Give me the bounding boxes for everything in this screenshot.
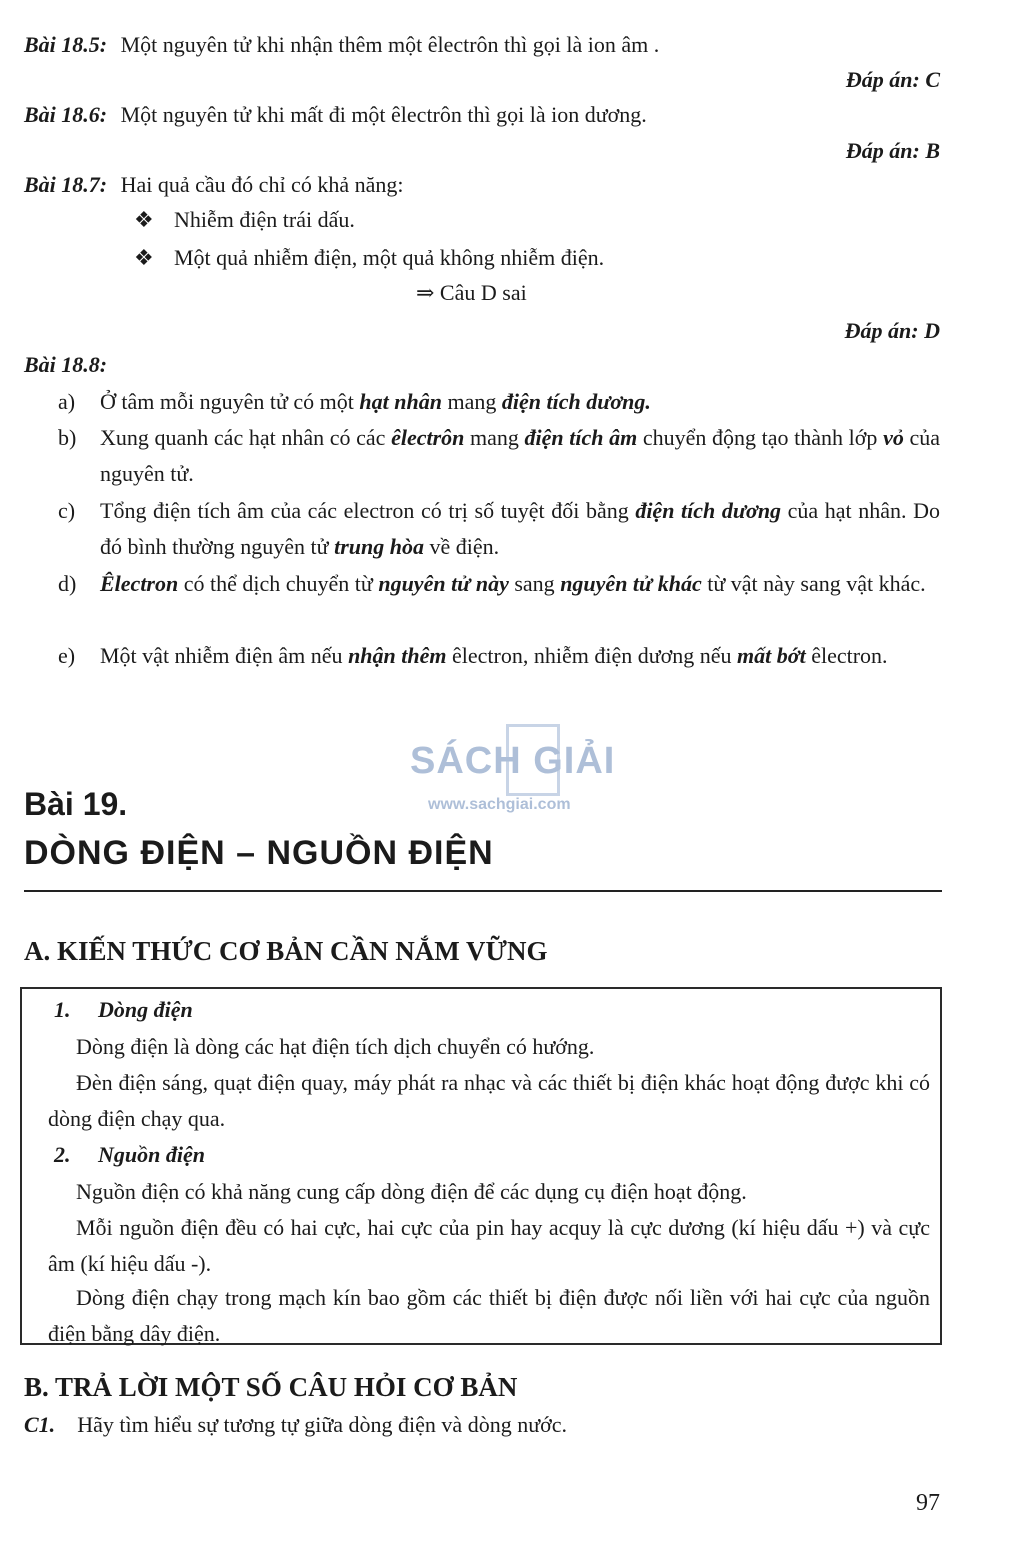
conclusion: ⇒ Câu D sai: [416, 280, 527, 305]
item-letter: a): [58, 389, 76, 414]
item-letter: c): [58, 498, 76, 523]
paragraph: Đèn điện sáng, quạt điện quay, máy phát ra nhạc và các thiết bị điện khác hoạt động được khi có dòng điện chạy qua.: [48, 1070, 930, 1131]
answer-18-5: Đáp án: C: [845, 67, 940, 92]
question-c1: [24, 1410, 567, 1440]
exercise-label: Bài 18.6:: [24, 102, 108, 127]
question-text: Hãy tìm hiểu sự tương tự giữa dòng điện và dòng nước.: [77, 1412, 568, 1437]
item-letter: d): [58, 571, 77, 596]
item-b-text: Xung quanh các hạt nhân có các êlectrôn mang điện tích âm chuyển động tạo thành lớp vỏ của nguyên tử.: [100, 425, 940, 486]
paragraph: Dòng điện chạy trong mạch kín bao gồm các thiết bị điện được nối liền với hai cực của nguồn điện bằng dây điện.: [48, 1285, 930, 1346]
answer-18-7: Đáp án: D: [844, 318, 940, 343]
watermark-url: www.sachgiai.com: [428, 796, 571, 813]
paragraph: Mỗi nguồn điện đều có hai cực, hai cực của pin hay acquy là cực dương (kí hiệu dấu +) và cực âm (kí hiệu dấu -).: [48, 1215, 930, 1276]
exercise-18-8: [24, 350, 115, 380]
paragraph: Dòng điện là dòng các hạt điện tích dịch chuyển có hướng.: [76, 1034, 595, 1059]
bullet-icon: ❖: [134, 207, 154, 232]
exercise-label: Bài 18.8:: [24, 352, 108, 377]
question-label: C1.: [24, 1412, 56, 1437]
title-divider: [24, 890, 942, 892]
bullet-item: [134, 205, 355, 235]
item-e-text: Một vật nhiễm điện âm nếu nhận thêm êlectron, nhiễm điện dương nếu mất bớt êlectron.: [100, 643, 888, 668]
section-a-heading: A. KIẾN THỨC CƠ BẢN CẦN NẮM VỮNG: [24, 936, 548, 966]
subheading-1: 1. Dòng điện: [54, 997, 193, 1022]
item-d-text: Êlectron có thể dịch chuyển từ nguyên tử này sang nguyên tử khác từ vật này sang vật khác.: [100, 571, 926, 596]
exercise-18-5: [24, 30, 659, 60]
page-number: 97: [916, 1490, 940, 1516]
paragraph: Nguồn điện có khả năng cung cấp dòng điện để các dụng cụ điện hoạt động.: [76, 1179, 747, 1204]
answer-18-6: Đáp án: B: [845, 138, 940, 163]
bullet-icon: ❖: [134, 245, 154, 270]
subheading-2: 2. Nguồn điện: [54, 1142, 205, 1167]
exercise-18-7: [24, 170, 403, 200]
bullet-text: Nhiễm điện trái dấu.: [174, 207, 355, 232]
watermark-logo: [410, 722, 620, 822]
watermark-brand: SÁCH GIẢI: [410, 740, 616, 782]
knowledge-box: [20, 987, 942, 1345]
exercise-label: Bài 18.5:: [24, 32, 108, 57]
bullet-item: [134, 243, 604, 273]
exercise-text: Hai quả cầu đó chỉ có khả năng:: [120, 172, 404, 197]
exercise-text: Một nguyên tử khi nhận thêm một êlectrôn thì gọi là ion âm .: [120, 32, 660, 57]
exercise-label: Bài 18.7:: [24, 172, 108, 197]
lesson-title: DÒNG ĐIỆN – NGUỒN ĐIỆN: [24, 834, 494, 872]
bullet-text: Một quả nhiễm điện, một quả không nhiễm điện.: [174, 245, 605, 270]
exercise-18-6: [24, 100, 647, 130]
item-a-text: Ở tâm mỗi nguyên tử có một hạt nhân mang điện tích dương.: [100, 389, 651, 414]
item-c-text: Tổng điện tích âm của các electron có trị số tuyệt đối bằng điện tích dương của hạt nhân. Do đó bình thường nguyên tử trung hòa về điện.: [100, 498, 940, 559]
item-letter: b): [58, 425, 77, 450]
lesson-number: Bài 19.: [24, 786, 128, 822]
section-b-heading: B. TRẢ LỜI MỘT SỐ CÂU HỎI CƠ BẢN: [24, 1372, 518, 1402]
exercise-text: Một nguyên tử khi mất đi một êlectrôn thì gọi là ion dương.: [120, 102, 647, 127]
item-letter: e): [58, 643, 76, 668]
